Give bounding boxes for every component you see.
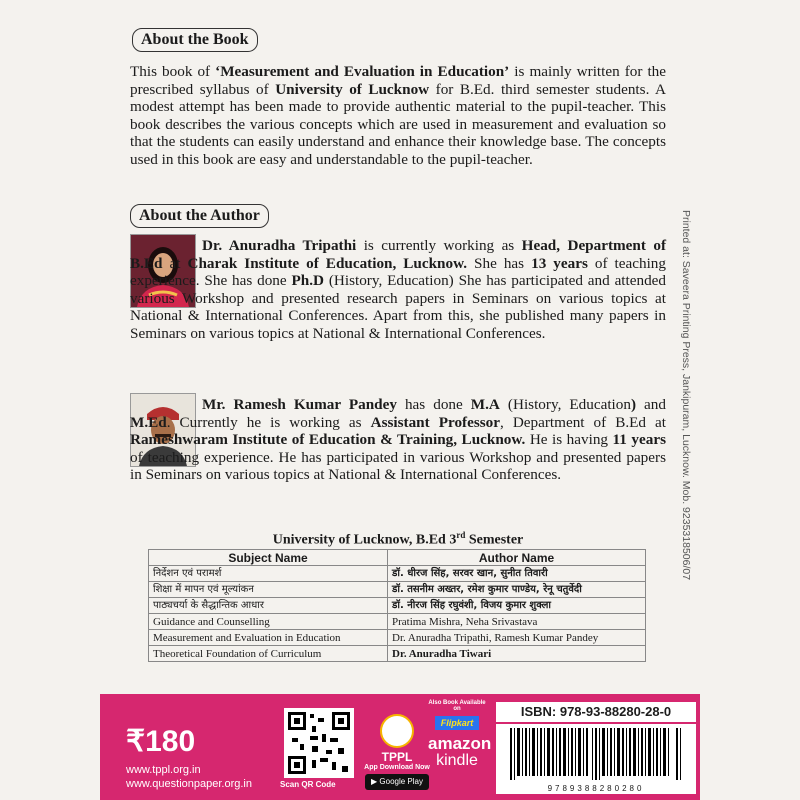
text-run: This book of — [130, 63, 216, 80]
table-cell: Theoretical Foundation of Curriculum — [149, 646, 388, 662]
bold-run: ) — [630, 396, 637, 413]
text-run: of teaching experience. He has participated in various Workshop and presented papers in Seminars on various topics at National & International Conferences. — [130, 448, 666, 484]
author2-bio — [130, 396, 666, 484]
column-header: Subject Name — [149, 550, 388, 566]
table-cell: Measurement and Evaluation in Education — [149, 630, 388, 646]
table-row — [149, 646, 646, 662]
bold-run: Rameshwaram Institute of Education & Training, Lucknow. — [130, 431, 526, 449]
bold-run: Charak Institute of Education, Lucknow. — [187, 254, 468, 272]
table-cell: डॉ. तसनीम अख्तर, रमेश कुमार पाण्डेय, रेनू चतुर्वेदी — [388, 582, 646, 598]
text-run: She has — [467, 254, 532, 272]
bold-run: M.Ed — [130, 413, 167, 431]
website-link[interactable]: www.tppl.org.in — [126, 764, 201, 776]
table-title-end: Semester — [465, 532, 524, 548]
table-cell: पाठ्यचर्या के सैद्धान्तिक आधार — [149, 598, 388, 614]
printer-note: Printed at: Saveera Printing Press, Jankipuram, Lucknow. Mob. 9235318506/07 — [680, 210, 692, 581]
play-icon: ▶ — [371, 777, 380, 786]
text-run: has done — [396, 396, 471, 413]
text-run: for B.Ed. third semester students. A modest attempt has been made to provide authentic material to the pupil-teacher. This book describes the various concepts which are used in measurement and evaluation so that the students can easily understand and enhance their knowledge base. The concepts used in this book are easy and understandable to the pupil-teacher. — [130, 80, 666, 168]
store-heading: Also Book Available on — [428, 700, 486, 712]
text-run: of teaching experience. She has done — [130, 254, 666, 290]
bold-run: Head, Department of B.Ed — [130, 237, 667, 272]
author1-bio — [130, 237, 666, 343]
text-run: (History, Education — [499, 396, 631, 413]
table-cell: Guidance and Counselling — [149, 614, 388, 630]
bold-run: M.A — [470, 396, 500, 413]
amazon-logo[interactable]: amazon — [428, 734, 492, 753]
barcode-bars — [496, 724, 696, 782]
website-link[interactable]: www.questionpaper.org.in — [126, 778, 252, 790]
about-book-heading: About the Book — [132, 28, 258, 52]
book-list-table — [148, 549, 646, 662]
table-cell: डॉ. नीरज सिंह रघुवंशी, विजय कुमार शुक्ला — [388, 598, 646, 614]
text-run: . Currently he is working as — [166, 413, 371, 431]
tppl-subtitle: App Download Now — [364, 764, 430, 771]
tppl-app-promo[interactable] — [362, 714, 432, 790]
author2-name: Mr. Ramesh Kumar Pandey — [202, 396, 397, 413]
barcode-number: 9789388280280 — [547, 784, 645, 793]
barcode — [496, 724, 696, 794]
table-header-row — [149, 550, 646, 566]
text-run: is mainly written for the prescribed syllabus of — [130, 63, 667, 98]
text-run: at — [162, 254, 188, 272]
tppl-name: TPPL — [381, 750, 413, 764]
table-cell: निर्देशन एवं परामर्श — [149, 566, 388, 582]
text-run: is currently working as — [356, 237, 522, 254]
table-cell: Dr. Anuradha Tripathi, Ramesh Kumar Pandey — [388, 630, 646, 646]
tppl-logo-icon — [380, 714, 414, 748]
qr-code — [284, 708, 354, 778]
text-run: and — [636, 396, 666, 413]
table-title-text: University of Lucknow, B.Ed 3 — [272, 532, 457, 548]
text-run: , Department of B.Ed at — [500, 413, 666, 431]
table-row — [149, 566, 646, 582]
table-cell: शिक्षा में मापन एवं मूल्यांकन — [149, 582, 388, 598]
kindle-logo[interactable]: kindle — [436, 752, 478, 769]
table-cell: Pratima Mishra, Neha Srivastava — [388, 614, 646, 630]
price-label: ₹180 — [126, 725, 196, 758]
text-run: He is having — [525, 431, 613, 449]
google-play-badge[interactable] — [365, 774, 429, 790]
google-play-text: Google Play — [379, 777, 423, 786]
table-cell: डॉ. धीरज सिंह, सरवर खान, सुनीत तिवारी — [388, 566, 646, 582]
table-title-sup: rd — [456, 530, 466, 540]
table-cell: Dr. Anuradha Tiwari — [388, 646, 646, 662]
text-run: (History, Education) She has participated and attended various Workshop and presented research papers in Seminars on various topics at National & International Conferences. Apart from this, she published many papers in Seminars on various topics at National & International Conferences. — [130, 272, 667, 342]
flipkart-logo[interactable]: Flipkart — [435, 716, 479, 730]
table-row — [149, 614, 646, 630]
table-row — [149, 598, 646, 614]
about-book-paragraph — [130, 63, 666, 169]
bold-run: Ph.D — [291, 272, 324, 290]
author1-name: Dr. Anuradha Tripathi — [202, 237, 357, 254]
bold-run: 11 years — [612, 431, 666, 449]
table-title — [148, 530, 648, 549]
book-title: ‘Measurement and Evaluation in Education’ — [215, 63, 510, 80]
bold-run: Assistant Professor — [370, 413, 500, 431]
bold-run: 13 years — [531, 254, 588, 272]
qr-caption: Scan QR Code — [280, 780, 336, 789]
isbn-label: ISBN: 978-93-88280-28-0 — [496, 702, 696, 722]
store-availability — [428, 700, 492, 770]
column-header: Author Name — [388, 550, 646, 566]
table-row — [149, 630, 646, 646]
about-author-heading: About the Author — [130, 204, 269, 228]
university-name: University of Lucknow — [275, 80, 430, 98]
table-row — [149, 582, 646, 598]
footer-band — [100, 694, 700, 800]
